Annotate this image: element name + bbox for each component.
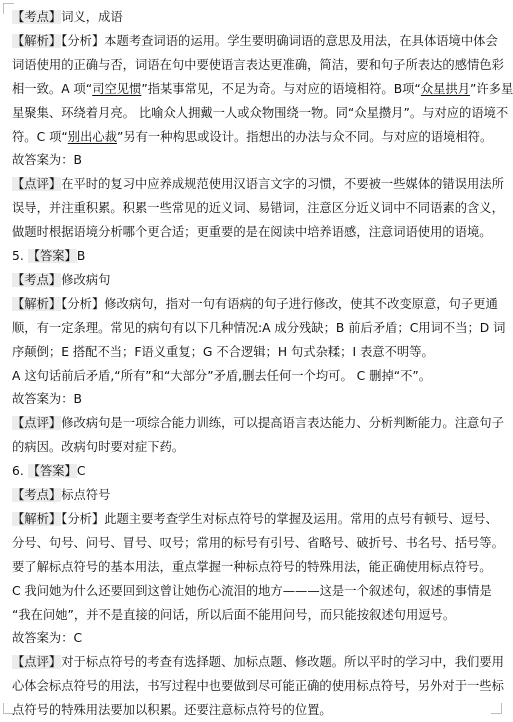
section-tag: 【答案】 — [27, 249, 77, 263]
text-run: 点符号的特殊用法要加以积累。还要注意标点符号的位置。 — [12, 703, 332, 718]
text-run: 误导，并注重积累。积累一些常见的近义词、易错词，注意区分近义词中不同语素的含义， — [12, 201, 504, 216]
text-line — [12, 555, 496, 579]
text-line — [12, 292, 496, 316]
text-line — [12, 29, 496, 53]
text-run: B — [76, 249, 86, 263]
text-line — [12, 340, 496, 364]
text-line — [12, 268, 496, 292]
text-line — [12, 531, 504, 555]
text-line — [12, 125, 496, 149]
text-run: 序颠倒；E 搭配不当；F语义重复；G 不合逻辑；H 句式杂糅；I 表意不明等。 — [12, 344, 434, 359]
section-tag: 【考点】 — [12, 10, 62, 24]
text-run: 词语使用的正确与否，词语在句中要使语言表达更准确，简洁，要和句子所表达的感情色彩 — [12, 57, 504, 72]
section-tag: 【点评】 — [12, 416, 62, 431]
underlined-idiom: 别出心裁 — [67, 129, 117, 144]
text-run: 做题时根据语境分析哪个更合适；更重要的是在阅读中培养语感，注意词语使用的语境。 — [12, 225, 492, 240]
text-line — [12, 650, 504, 674]
text-line — [12, 698, 496, 722]
text-run: 分号、句号、问号、冒号、叹号；常用的标号有引号、省略号、破折号、书名号、括号等。 — [12, 535, 504, 550]
text-line — [12, 626, 496, 650]
text-run: 对于标点符号的考查有选择题、加标点题、修改题。所以平时的学习中，我们要用 — [61, 655, 504, 670]
underlined-idiom: 司空见惯 — [92, 81, 142, 96]
text-line — [12, 674, 504, 698]
text-run: 故答案为：B — [12, 392, 82, 407]
text-line — [12, 101, 509, 125]
text-run: 词义，成语 — [61, 10, 123, 24]
text-line — [12, 316, 506, 340]
text-line — [12, 364, 496, 388]
text-run: 心体会标点符号的用法，书写过程中也要做到尽可能正确的使用标点符号，另外对于一些标 — [12, 679, 504, 694]
section-tag: 【答案】 — [27, 464, 77, 479]
text-run: 相一致。A 项“ — [12, 81, 93, 96]
text-run: 5. — [12, 249, 28, 263]
text-line — [12, 77, 513, 101]
text-line — [12, 148, 496, 172]
text-run: 【分析】此题主要考查学生对标点符号的掌握及运用。常用的点号有顿号、逗号、 — [61, 511, 498, 526]
text-line — [12, 603, 496, 627]
text-line — [12, 387, 496, 411]
section-tag: 【考点】 — [12, 272, 62, 287]
text-run: 要了解标点符号的基本用法，重点掌握一种标点符号的特殊用法，能正确使用标点符号。 — [12, 559, 492, 574]
section-tag: 【解析】 — [12, 511, 62, 526]
text-line — [12, 220, 496, 244]
text-run: 在平时的复习中应养成规范使用汉语言文字的习惯，不要被一些媒体的错误用法所 — [61, 177, 504, 192]
text-run: “我在问她”，并不是直接的问话，所以后面不能用问号，而只能按叙述句用逗号。 — [12, 607, 456, 622]
underlined-idiom: 众星拱月 — [420, 81, 471, 96]
text-run: A 这句话前后矛盾,“所有”和“大部分”矛盾,删去任何一个均可。 C 删掉“不”。 — [12, 368, 432, 383]
text-line — [12, 244, 496, 268]
text-run: 星聚集、环绕着月亮。 比喻众人拥戴一人或众物围绕一物。同“众星攒月”。与对应的语境不 — [12, 105, 509, 120]
section-tag: 【解析】 — [12, 296, 62, 311]
text-run: 【分析】本题考查词语的运用。学生要明确词语的意思及用法，在具体语境中体会 — [61, 33, 498, 48]
text-line — [12, 579, 496, 603]
text-run: ”另有一种构思或设计。指想出的办法与众不同。与对应的语境相符。 — [116, 129, 493, 144]
text-run: 故答案为：B — [12, 153, 82, 168]
section-tag: 【考点】 — [12, 488, 62, 502]
text-run: 故答案为：C — [12, 631, 83, 646]
text-line — [12, 459, 496, 483]
text-run: 顺，有一定条理。常见的病句有以下几种情况:A 成分残缺；B 前后矛盾；C用词不当；D 词 — [12, 320, 506, 335]
text-run: 修改病句 — [61, 272, 111, 287]
text-run: ”许多星 — [470, 81, 513, 96]
text-line — [12, 411, 504, 435]
text-line — [12, 196, 504, 220]
text-line — [12, 53, 504, 77]
text-line — [12, 172, 504, 196]
text-line — [12, 435, 496, 459]
text-run: 标点符号 — [61, 488, 111, 502]
text-run: ”指某事常见，不足为奇。与对应的语境相符。B项“ — [141, 81, 421, 96]
text-run: 6. — [12, 464, 28, 479]
text-run: 的病因。改病句时要对症下药。 — [12, 440, 185, 455]
text-line — [12, 5, 496, 29]
text-run: C 我问她为什么还要回到这曾让她伤心流泪的地方———这是一个叙述句，叙述的事情是 — [12, 583, 492, 598]
section-tag: 【解析】 — [12, 33, 62, 48]
text-run: 符。C 项“ — [12, 129, 68, 144]
text-line — [12, 507, 496, 531]
text-line — [12, 483, 496, 507]
text-run: C — [76, 464, 86, 479]
section-tag: 【点评】 — [12, 177, 62, 192]
text-run: 修改病句是一项综合能力训练，可以提高语言表达能力、分析判断能力。注意句子 — [61, 416, 504, 431]
text-run: 【分析】修改病句，指对一句有语病的句子进行修改，使其不改变原意，句子更通 — [61, 296, 498, 311]
section-tag: 【点评】 — [12, 655, 62, 670]
